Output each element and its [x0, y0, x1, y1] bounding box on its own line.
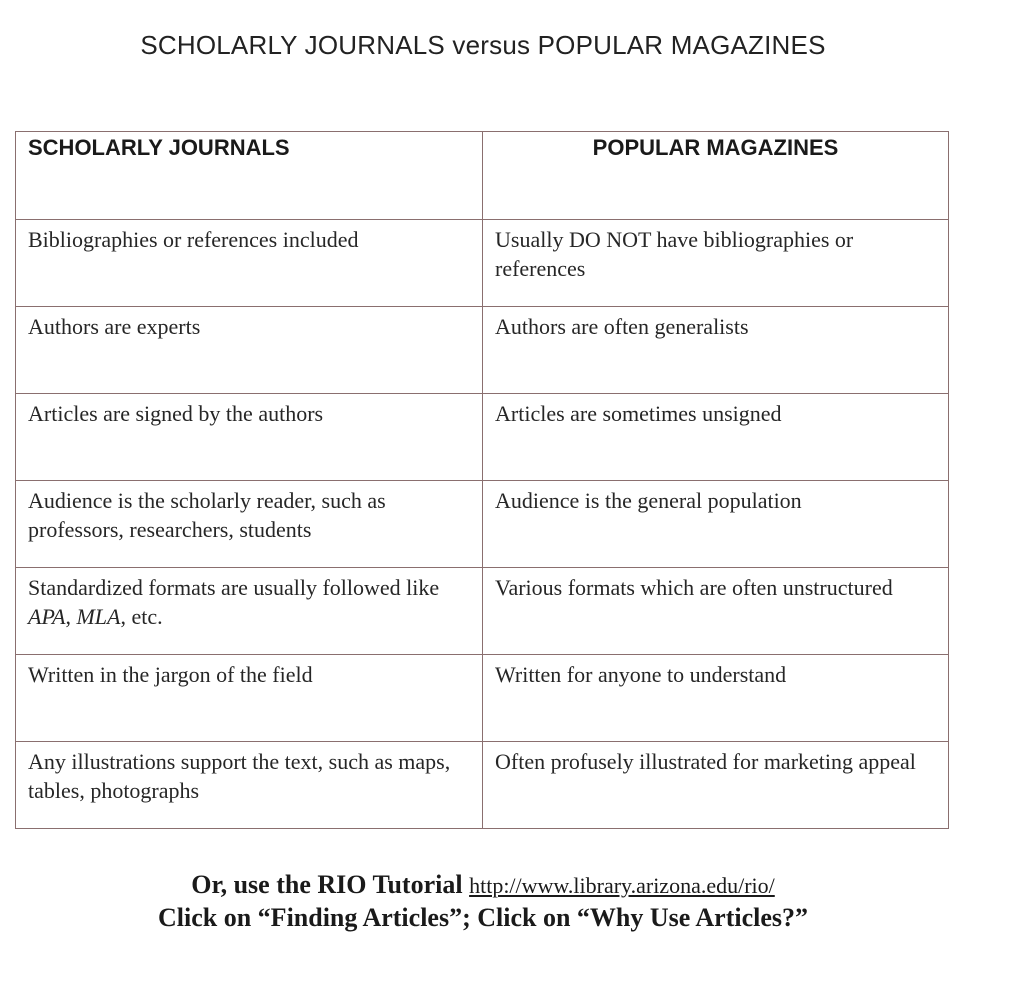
- table-cell: Often profusely illustrated for marketing appeal: [483, 742, 949, 829]
- footer-instructions: Click on “Finding Articles”; Click on “Why Use Articles?”: [158, 903, 808, 932]
- table-row: [16, 394, 949, 481]
- table-cell: Bibliographies or references included: [16, 220, 483, 307]
- table-cell: Audience is the scholarly reader, such as professors, researchers, students: [16, 481, 483, 568]
- table-row: [16, 220, 949, 307]
- table-cell: Authors are often generalists: [483, 307, 949, 394]
- footer-rio-tutorial: [0, 870, 966, 900]
- table-row: [16, 481, 949, 568]
- table-cell: Authors are experts: [16, 307, 483, 394]
- rio-tutorial-link[interactable]: http://www.library.arizona.edu/rio/: [469, 873, 775, 898]
- table-cell: Articles are sometimes unsigned: [483, 394, 949, 481]
- table-cell: Standardized formats are usually followed like APA, MLA, etc.: [16, 568, 483, 655]
- table-row: [16, 742, 949, 829]
- table-cell: Various formats which are often unstructured: [483, 568, 949, 655]
- table-cell: Audience is the general population: [483, 481, 949, 568]
- table-cell: Usually DO NOT have bibliographies or references: [483, 220, 949, 307]
- table-header-row: [16, 132, 949, 220]
- table-cell: Written for anyone to understand: [483, 655, 949, 742]
- header-popular-magazines: POPULAR MAGAZINES: [483, 132, 949, 220]
- comparison-table: [15, 131, 949, 829]
- table-row: [16, 307, 949, 394]
- footer-rio-text: Or, use the RIO Tutorial: [191, 870, 470, 899]
- table-cell: Articles are signed by the authors: [16, 394, 483, 481]
- table-row: [16, 655, 949, 742]
- page-title: SCHOLARLY JOURNALS versus POPULAR MAGAZINES: [140, 30, 826, 60]
- table-row: [16, 568, 949, 655]
- header-scholarly-journals: SCHOLARLY JOURNALS: [16, 132, 483, 220]
- table-cell: Any illustrations support the text, such as maps, tables, photographs: [16, 742, 483, 829]
- table-cell: Written in the jargon of the field: [16, 655, 483, 742]
